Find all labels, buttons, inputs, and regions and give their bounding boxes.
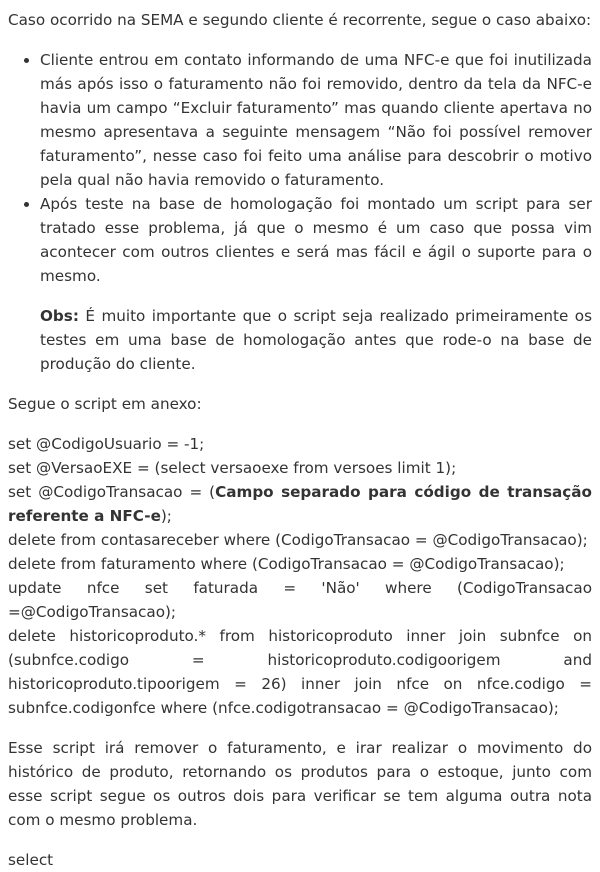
- script-line: update nfce set faturada = 'Não' where (CodigoTransacao =@CodigoTransacao);: [8, 579, 592, 621]
- script-line: set @CodigoUsuario = -1;: [8, 435, 205, 453]
- script-line-suffix: );: [160, 507, 172, 525]
- script-line: delete from faturamento where (CodigoTransacao = @CodigoTransacao);: [8, 555, 565, 573]
- obs-label: Obs:: [40, 307, 79, 325]
- obs-text: É muito importante que o script seja realizado primeiramente os testes em uma base de homologação antes que rode-o na base de produção do cliente.: [40, 307, 592, 373]
- script-line: [8, 480, 592, 528]
- script-line-prefix: set @CodigoTransacao = (: [8, 483, 216, 501]
- script-line: delete from contasareceber where (CodigoTransacao = @CodigoTransacao);: [8, 531, 588, 549]
- bullet-item-1: • Cliente entrou em contato informando de uma NFC-e que foi inutilizada más após isso o faturamento não foi removido, dentro da tela da NFC-e havia um campo “Excluir faturamento” mas quando cliente apertava no mesmo apresentava a seguinte mensagem “Não foi possível remover faturamento”, nesse caso foi feito uma análise para descobrir o motivo pela qual não havia removido o faturamento.: [40, 48, 592, 192]
- sql-script: [8, 432, 592, 720]
- intro-paragraph: Caso ocorrido na SEMA e segundo cliente é recorrente, segue o caso abaixo:: [8, 11, 592, 29]
- obs-note: [40, 304, 592, 376]
- select-line: select: [8, 851, 54, 869]
- bullet-item-2: • Após teste na base de homologação foi montado um script para ser tratado esse problema, já que o mesmo é um caso que possa vim acontecer com outros clientes e será mas fácil e ágil o suporte para o mesmo.: [40, 192, 592, 288]
- script-placeholder-bold: Campo separado para código de transação referente a NFC-e: [8, 483, 592, 525]
- script-intro: Segue o script em anexo:: [8, 395, 202, 413]
- script-line: delete historicoproduto.* from historicoproduto inner join subnfce on (subnfce.codigo = historicoproduto.codigoorigem and historicoproduto.tipoorigem = 26) inner join nfce on nfce.codigo = subnfce.codigonfce where (nfce.codigotransacao = @CodigoTransacao);: [8, 627, 592, 717]
- case-bullet-list: [8, 48, 592, 288]
- script-line: set @VersaoEXE = (select versaoexe from versoes limit 1);: [8, 459, 457, 477]
- closing-paragraph: Esse script irá remover o faturamento, e irar realizar o movimento do histórico de produto, retornando os produtos para o estoque, junto com esse script segue os outros dois para verificar se tem alguma outra nota com o mesmo problema.: [8, 739, 592, 829]
